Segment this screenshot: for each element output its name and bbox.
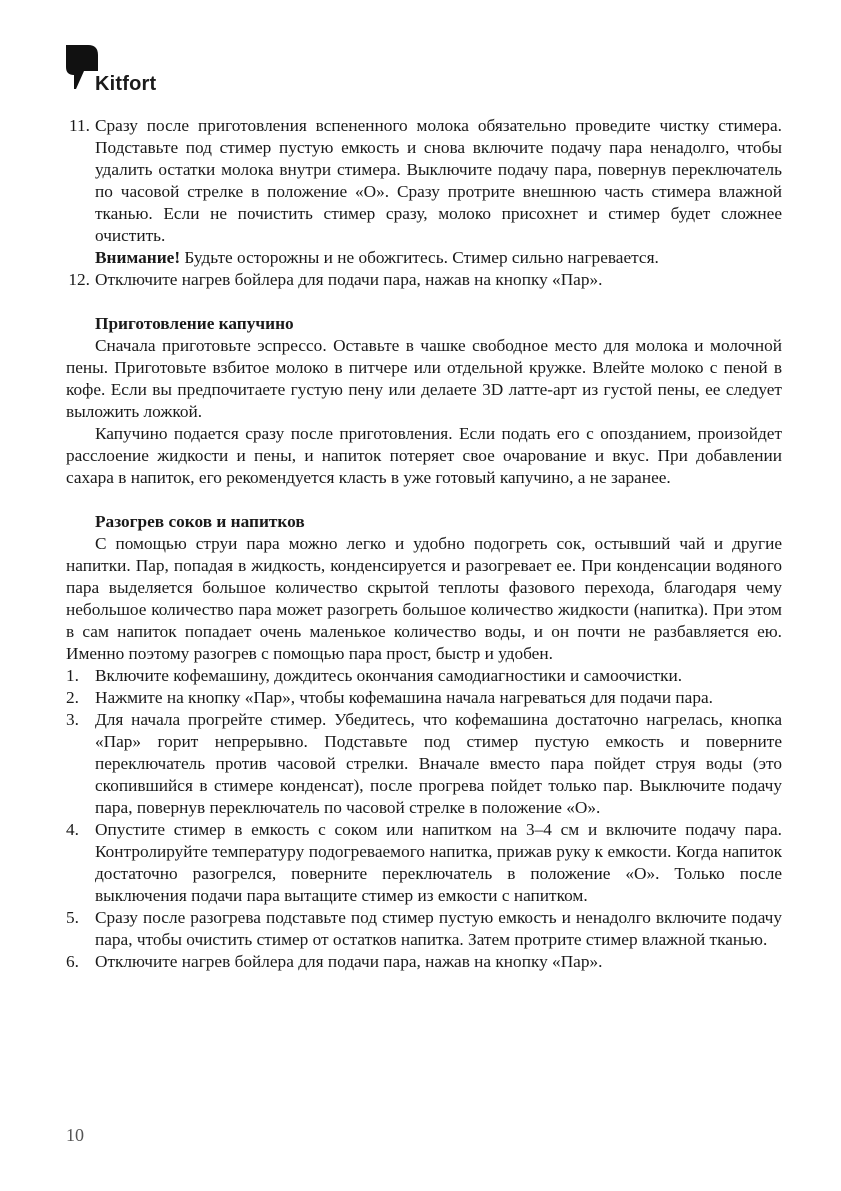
brand-logo (66, 45, 176, 95)
item-number: 3. (66, 710, 79, 729)
instruction-item (66, 115, 782, 247)
item-text: Сразу после приготовления вспененного молока обязательно проведите чистку стимера. Подставьте под стимер пустую емкость и снова включите подачу пара ненадолго, чтобы удалить остатки молока внутри стимера. Выключите подачу пара, повернув переключатель по часовой стрелке в положение «O». Сразу протрите внешнюю часть стимера влажной тканью. Если не почистить стимер сразу, молоко присохнет и стимер будет сложнее очистить. (95, 116, 782, 245)
item-text: Опустите стимер в емкость с соком или напитком на 3–4 см и включите подачу пара. Контролируйте температуру подогреваемого напитка, прижав руку к емкости. Когда напиток достаточно разогрелся, поверните переключатель в положение «O». Только после выключения подачи пара вытащите стимер из емкости с напитком. (95, 820, 782, 905)
item-number: 11. (69, 116, 90, 135)
paragraph: С помощью струи пара можно легко и удобно подогреть сок, остывший чай и другие напитки. Пар, попадая в жидкость, конденсируется и разогревает ее. При конденсации водяного пара выделяется большое количество скрытой теплоты фазового перехода, благодаря чему небольшое количество пара может разогреть большое количество жидкости (напитка). При этом в сам напиток попадает очень маленькое количество воды, и он почти не разбавляется ею. Именно поэтому разогрев с помощью пара прост, быстр и удобен. (66, 534, 782, 663)
item-number: 5. (66, 908, 79, 927)
item-number: 4. (66, 820, 79, 839)
steps-list (66, 665, 782, 973)
paragraph: Капучино подается сразу после приготовления. Если подать его с опозданием, произойдет расслоение жидкости и пены, и напиток потеряет свое очарование и вкус. При добавлении сахара в напиток, его рекомендуется класть в уже готовый капучино, а не заранее. (66, 424, 782, 487)
item-number: 12. (68, 270, 90, 289)
warning-line (66, 247, 782, 269)
list-item (66, 687, 782, 709)
document-body (66, 115, 782, 973)
item-text: Для начала прогрейте стимер. Убедитесь, что кофемашина достаточно нагрелась, кнопка «Пар» горит непрерывно. Подставьте под стимер пустую емкость и поверните переключатель против часовой стрелки. Вначале вместо пара пойдет струя воды (это скопившийся в стимере конденсат), после прогрева пойдет только пар. Выключите подачу пара, повернув переключатель по часовой стрелке в положение «O». (95, 710, 782, 817)
list-item (66, 951, 782, 973)
list-item (66, 907, 782, 951)
warning-label: Внимание! (95, 248, 181, 267)
item-text: Отключите нагрев бойлера для подачи пара, нажав на кнопку «Пар». (95, 270, 603, 289)
section-heading-heating: Разогрев соков и напитков (95, 512, 305, 531)
item-text: Сразу после разогрева подставьте под стимер пустую емкость и ненадолго включите подачу пара, чтобы очистить стимер от остатков напитка. Затем протрите стимер влажной тканью. (95, 908, 782, 949)
list-item (66, 819, 782, 907)
item-text: Включите кофемашину, дождитесь окончания самодиагностики и самоочистки. (95, 666, 683, 685)
page-number: 10 (66, 1125, 84, 1145)
list-item (66, 709, 782, 819)
brand-name: Kitfort (95, 73, 157, 95)
item-number: 6. (66, 952, 79, 971)
kitfort-logo-icon (66, 45, 98, 91)
item-number: 1. (66, 666, 79, 685)
paragraph: Сначала приготовьте эспрессо. Оставьте в чашке свободное место для молока и молочной пены. Приготовьте взбитое молоко в питчере или отдельной кружке. Влейте молоко с пеной в кофе. Если вы предпочитаете густую пену или делаете 3D латте-арт из густой пены, ее следует выложить ложкой. (66, 336, 782, 421)
section-heading-cappuccino: Приготовление капучино (95, 314, 294, 333)
item-text: Нажмите на кнопку «Пар», чтобы кофемашина начала нагреваться для подачи пара. (95, 688, 713, 707)
item-number: 2. (66, 688, 79, 707)
instruction-item (66, 269, 782, 291)
list-item (66, 665, 782, 687)
item-text: Отключите нагрев бойлера для подачи пара, нажав на кнопку «Пар». (95, 952, 603, 971)
warning-text: Будьте осторожны и не обожгитесь. Стимер сильно нагревается. (180, 248, 659, 267)
